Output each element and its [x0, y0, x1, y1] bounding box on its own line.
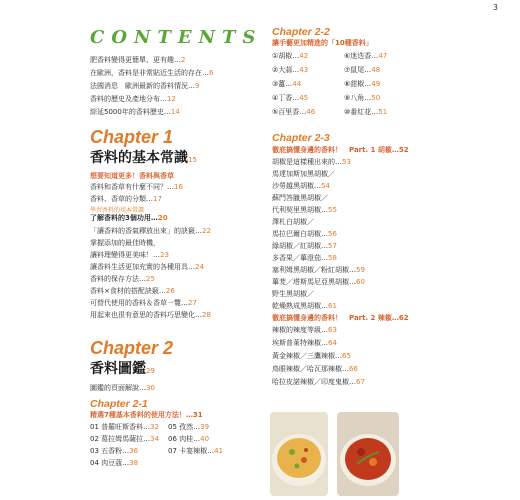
- toc-entry-page: 41: [214, 447, 224, 455]
- chapter1-label: Chapter 1: [90, 127, 174, 147]
- chapter1-section2: [90, 214, 255, 223]
- toc-entry-text: 05 孜然…: [168, 423, 201, 431]
- toc-entry-page: 43: [299, 66, 309, 74]
- toc-entry: [272, 94, 344, 103]
- toc-entry: [90, 263, 255, 272]
- chapter2-title-page: 29: [146, 367, 155, 375]
- toc-entry-page: 61: [328, 302, 337, 310]
- chapter1-subsection: 學習香料的基本常識: [90, 207, 145, 214]
- toc-entry: [272, 290, 512, 299]
- toc-entry-text: 野生黑胡椒／: [272, 290, 314, 298]
- chapter2-3-label: Chapter 2-3: [272, 132, 330, 144]
- toc-entry-page: 16: [174, 183, 183, 191]
- toc-entry-page: 67: [356, 378, 365, 386]
- toc-entry: [90, 195, 255, 204]
- toc-entry-text: 多香果／蓽澄茄…: [272, 254, 328, 262]
- toc-entry: [272, 254, 512, 263]
- toc-entry-text: 綜延5000年的香料歷史…: [90, 108, 171, 116]
- toc-entry-text: 01 普羅旺斯香料…: [90, 423, 151, 431]
- toc-entry-text: 香料的保存方法…: [90, 275, 146, 283]
- toc-entry-text: 06 肉桂…: [168, 435, 201, 443]
- toc-entry-page: 50: [371, 94, 381, 102]
- toc-entry-page: 45: [299, 94, 309, 102]
- chapter2-3-heading1: [272, 146, 512, 155]
- toc-entry-page: 66: [349, 365, 358, 373]
- toc-entry-text: 圖鑑的頁面解說…: [90, 384, 146, 392]
- toc-entry: [272, 339, 512, 348]
- toc-entry-text: ②大蒜…: [272, 66, 300, 74]
- toc-entry: [272, 194, 512, 203]
- chapter2-1-heading-page: 31: [192, 411, 203, 419]
- toc-entry-text: 鳥眼辣椒／哈瓦那辣椒…: [272, 365, 349, 373]
- toc-entry-page: 54: [321, 182, 330, 190]
- chapter2-list: [90, 384, 255, 393]
- toc-entry-page: 47: [378, 52, 388, 60]
- toc-entry: [90, 108, 255, 117]
- toc-entry-page: 27: [188, 299, 197, 307]
- left-column: [90, 0, 263, 471]
- toc-entry: [272, 326, 512, 335]
- toc-entry-text: ⑧甜椒…: [344, 80, 372, 88]
- toc-entry-text: 香料和香草有什麼不同？…: [90, 183, 174, 191]
- toc-entry-page: 44: [292, 80, 302, 88]
- toc-entry-text: ⑤百里香…: [272, 108, 307, 116]
- toc-entry-page: 14: [170, 108, 180, 116]
- toc-entry-page: 58: [328, 254, 337, 262]
- chapter1-section2-page: 20: [157, 214, 168, 222]
- toc-entry: [90, 299, 255, 308]
- chapter2-title: [90, 358, 255, 378]
- toc-entry-page: 9: [195, 82, 200, 90]
- toc-entry: [90, 275, 255, 284]
- toc-entry-page: 55: [328, 206, 337, 214]
- toc-entry: [90, 183, 255, 192]
- chapter2-1-grid: [90, 423, 255, 471]
- toc-entry-text: 02 葛拉姆馬薩拉…: [90, 435, 151, 443]
- chapter2-title-text: 香料圖鑑: [90, 361, 146, 377]
- toc-entry: [272, 182, 512, 191]
- toc-entry-text: 蓽茇／塔斯馬尼亞黑胡椒…: [272, 278, 356, 286]
- toc-entry: [272, 230, 512, 239]
- toc-entry-text: ⑨八角…: [344, 94, 372, 102]
- toc-entry-text: 乾燥熟成黑胡椒…: [272, 302, 328, 310]
- toc-entry-text: 香料、香草的分類…: [90, 195, 153, 203]
- toc-entry-text: 可替代使用的香料＆香草一覽…: [90, 299, 188, 307]
- toc-entry-text: 馬拉巴爾白胡椒…: [272, 230, 328, 238]
- toc-entry-page: 57: [328, 242, 337, 250]
- toc-entry-text: ⑥迷迭香…: [344, 52, 379, 60]
- toc-entry-text: 用起來也很有意思的香料巧思變化…: [90, 311, 202, 319]
- toc-entry: [272, 266, 512, 275]
- toc-entry-text: 代利契里黑胡椒…: [272, 206, 328, 214]
- toc-entry: [90, 311, 255, 320]
- toc-entry-text: 塞利姆黑胡椒／粉紅胡椒…: [272, 266, 356, 274]
- toc-entry-text: 馬達加斯加黑胡椒／: [272, 170, 335, 178]
- toc-entry-page: 17: [153, 195, 162, 203]
- toc-entry: [272, 66, 344, 75]
- toc-entry-page: 38: [129, 459, 139, 467]
- toc-entry-text: 香料×食材的搭配訣竅…: [90, 287, 166, 295]
- toc-entry: [344, 66, 416, 75]
- toc-entry: [90, 56, 255, 65]
- toc-entry-text: 肥香料變得更簡單、更有趣…: [90, 56, 181, 64]
- toc-entry-page: 42: [299, 52, 309, 60]
- toc-entry: [90, 251, 255, 260]
- toc-entry-text: 讓料理變得更美味！…: [90, 251, 160, 259]
- chapter1-title-text: 香料的基本常識: [90, 150, 188, 166]
- toc-entry: [272, 242, 512, 251]
- toc-entry-page: 56: [328, 230, 337, 238]
- toc-entry-text: 香料的歷史及產地分布…: [90, 95, 167, 103]
- chapter2-3-list1: [272, 158, 512, 311]
- toc-entry-page: 46: [306, 108, 316, 116]
- toc-entry: [90, 435, 168, 444]
- curry-rice-photo: [270, 412, 328, 496]
- toc-entry-text: 胡椒是這樣種出來的…: [272, 158, 342, 166]
- toc-entry-text: ⑦鼠尾…: [344, 66, 372, 74]
- chapter1-title: [90, 147, 255, 167]
- toc-entry-page: 53: [342, 158, 351, 166]
- toc-entry: [90, 239, 255, 248]
- chapter1-title-page: 15: [188, 156, 197, 164]
- toc-entry-text: 「讓香料的香氣釋放出來」的訣竅…: [90, 227, 202, 235]
- toc-entry-text: 讓香料生活更加充實的各種用具…: [90, 263, 195, 271]
- toc-entry-text: 07 卡宴辣椒…: [168, 447, 215, 455]
- toc-entry: [168, 435, 246, 444]
- toc-entry: [272, 365, 512, 374]
- toc-entry: [90, 447, 168, 456]
- toc-entry: [344, 52, 416, 61]
- toc-entry: [272, 206, 512, 215]
- toc-entry-text: 綠胡椒／紅胡椒…: [272, 242, 328, 250]
- toc-entry: [90, 82, 255, 91]
- chapter1-list: [90, 227, 255, 320]
- toc-entry-page: 6: [209, 69, 214, 77]
- toc-entry: [90, 95, 255, 104]
- toc-entry-page: 26: [165, 287, 175, 295]
- chapter1-section1-list: [90, 183, 255, 204]
- chapter1-section1: 想要知道更多！香料與香草: [90, 172, 174, 180]
- chapter2-3-heading1-text: 徹底搞懂身邊的香料！ Part. 1 胡椒…: [272, 146, 399, 154]
- toc-entry-text: 哈拉皮諾辣椒／印度鬼椒…: [272, 378, 356, 386]
- toc-entry: [272, 302, 512, 311]
- chapter1-section2-text: 了解香料的3個功用…: [90, 214, 158, 222]
- chapter2-1-heading-text: 精選7種基本香料的使用方法！…: [90, 411, 193, 419]
- chapter2-3-heading2-page: 62: [398, 314, 409, 322]
- toc-entry-page: 65: [342, 352, 351, 360]
- toc-entry: [272, 278, 512, 287]
- toc-entry-text: 掌握添加的最佳時機，: [90, 239, 160, 247]
- toc-entry-text: ④丁香…: [272, 94, 300, 102]
- toc-entry: [168, 423, 246, 432]
- chapter2-3-heading2-text: 徹底搞懂身邊的香料！ Part. 2 辣椒…: [272, 314, 399, 322]
- toc-entry: [272, 352, 512, 361]
- toc-entry-page: 63: [328, 326, 337, 334]
- chapter2-1-heading: [90, 411, 255, 420]
- toc-entry-page: 51: [378, 108, 388, 116]
- toc-entry-text: 蘇門答臘黑胡椒／: [272, 194, 328, 202]
- chapter2-2-label: Chapter 2-2: [272, 26, 330, 38]
- toc-entry: [90, 227, 255, 236]
- toc-entry-text: 03 五香粉…: [90, 447, 130, 455]
- chapter2-2-grid: [272, 52, 512, 122]
- toc-entry-text: 埃斯普萊特辣椒…: [272, 339, 328, 347]
- toc-entry: [90, 459, 168, 468]
- toc-entry: [168, 447, 246, 456]
- chapter2-3-heading2: [272, 314, 512, 323]
- toc-entry-page: 22: [202, 227, 211, 235]
- page-number: 3: [492, 3, 498, 12]
- toc-entry-text: ③薑…: [272, 80, 293, 88]
- toc-entry: [344, 80, 416, 89]
- toc-entry-text: ①胡椒…: [272, 52, 300, 60]
- contents-title: CONTENTS: [90, 27, 263, 48]
- toc-entry-page: 39: [200, 423, 210, 431]
- chapter2-3-heading1-page: 52: [398, 146, 409, 154]
- toc-entry-text: 法國消息 歐洲最新的香料情況…: [90, 82, 195, 90]
- toc-entry: [272, 80, 344, 89]
- toc-entry-text: 沙勞越黑胡椒…: [272, 182, 321, 190]
- toc-entry-page: 49: [371, 80, 381, 88]
- toc-entry-page: 25: [146, 275, 155, 283]
- chapter2-1-label: Chapter 2-1: [90, 398, 148, 410]
- toc-entry-page: 40: [200, 435, 210, 443]
- spicy-soup-photo: [337, 412, 399, 496]
- toc-entry: [272, 108, 344, 117]
- toc-entry: [272, 378, 512, 387]
- toc-entry-text: 澤札白胡椒／: [272, 218, 314, 226]
- toc-entry: [344, 108, 416, 117]
- chapter2-2-heading: 讓手藝更加精進的「10種香料」: [272, 39, 373, 47]
- toc-entry: [272, 218, 512, 227]
- toc-entry: [272, 158, 512, 167]
- toc-entry-page: 24: [195, 263, 204, 271]
- toc-entry: [272, 170, 512, 179]
- toc-entry-page: 2: [181, 56, 186, 64]
- chapter2-3-list2: [272, 326, 512, 387]
- right-column: [272, 0, 512, 391]
- toc-entry-page: 36: [129, 447, 139, 455]
- toc-entry-page: 30: [146, 384, 155, 392]
- toc-entry-page: 12: [167, 95, 176, 103]
- toc-entry-page: 48: [371, 66, 381, 74]
- toc-entry-page: 32: [150, 423, 160, 431]
- toc-entry-page: 59: [356, 266, 365, 274]
- toc-entry: [272, 52, 344, 61]
- intro-list: [90, 56, 255, 117]
- toc-entry-text: 辣椒的辣度等級…: [272, 326, 328, 334]
- toc-entry: [90, 69, 255, 78]
- toc-entry: [90, 384, 255, 393]
- toc-entry-page: 64: [328, 339, 337, 347]
- toc-entry: [90, 287, 255, 296]
- toc-entry-text: 黃金辣椒／三鷹辣椒…: [272, 352, 342, 360]
- toc-entry: [90, 423, 168, 432]
- toc-entry-text: ⑩番紅花…: [344, 108, 379, 116]
- toc-entry-page: 28: [202, 311, 211, 319]
- toc-entry-text: 04 肉豆蔻…: [90, 459, 130, 467]
- toc-entry-page: 23: [160, 251, 169, 259]
- toc-entry-page: 60: [356, 278, 365, 286]
- toc-entry: [344, 94, 416, 103]
- chapter2-label: Chapter 2: [90, 338, 174, 358]
- toc-entry-text: 在歐洲，香料是非常貼近生活的存在…: [90, 69, 209, 77]
- toc-entry-page: 34: [150, 435, 160, 443]
